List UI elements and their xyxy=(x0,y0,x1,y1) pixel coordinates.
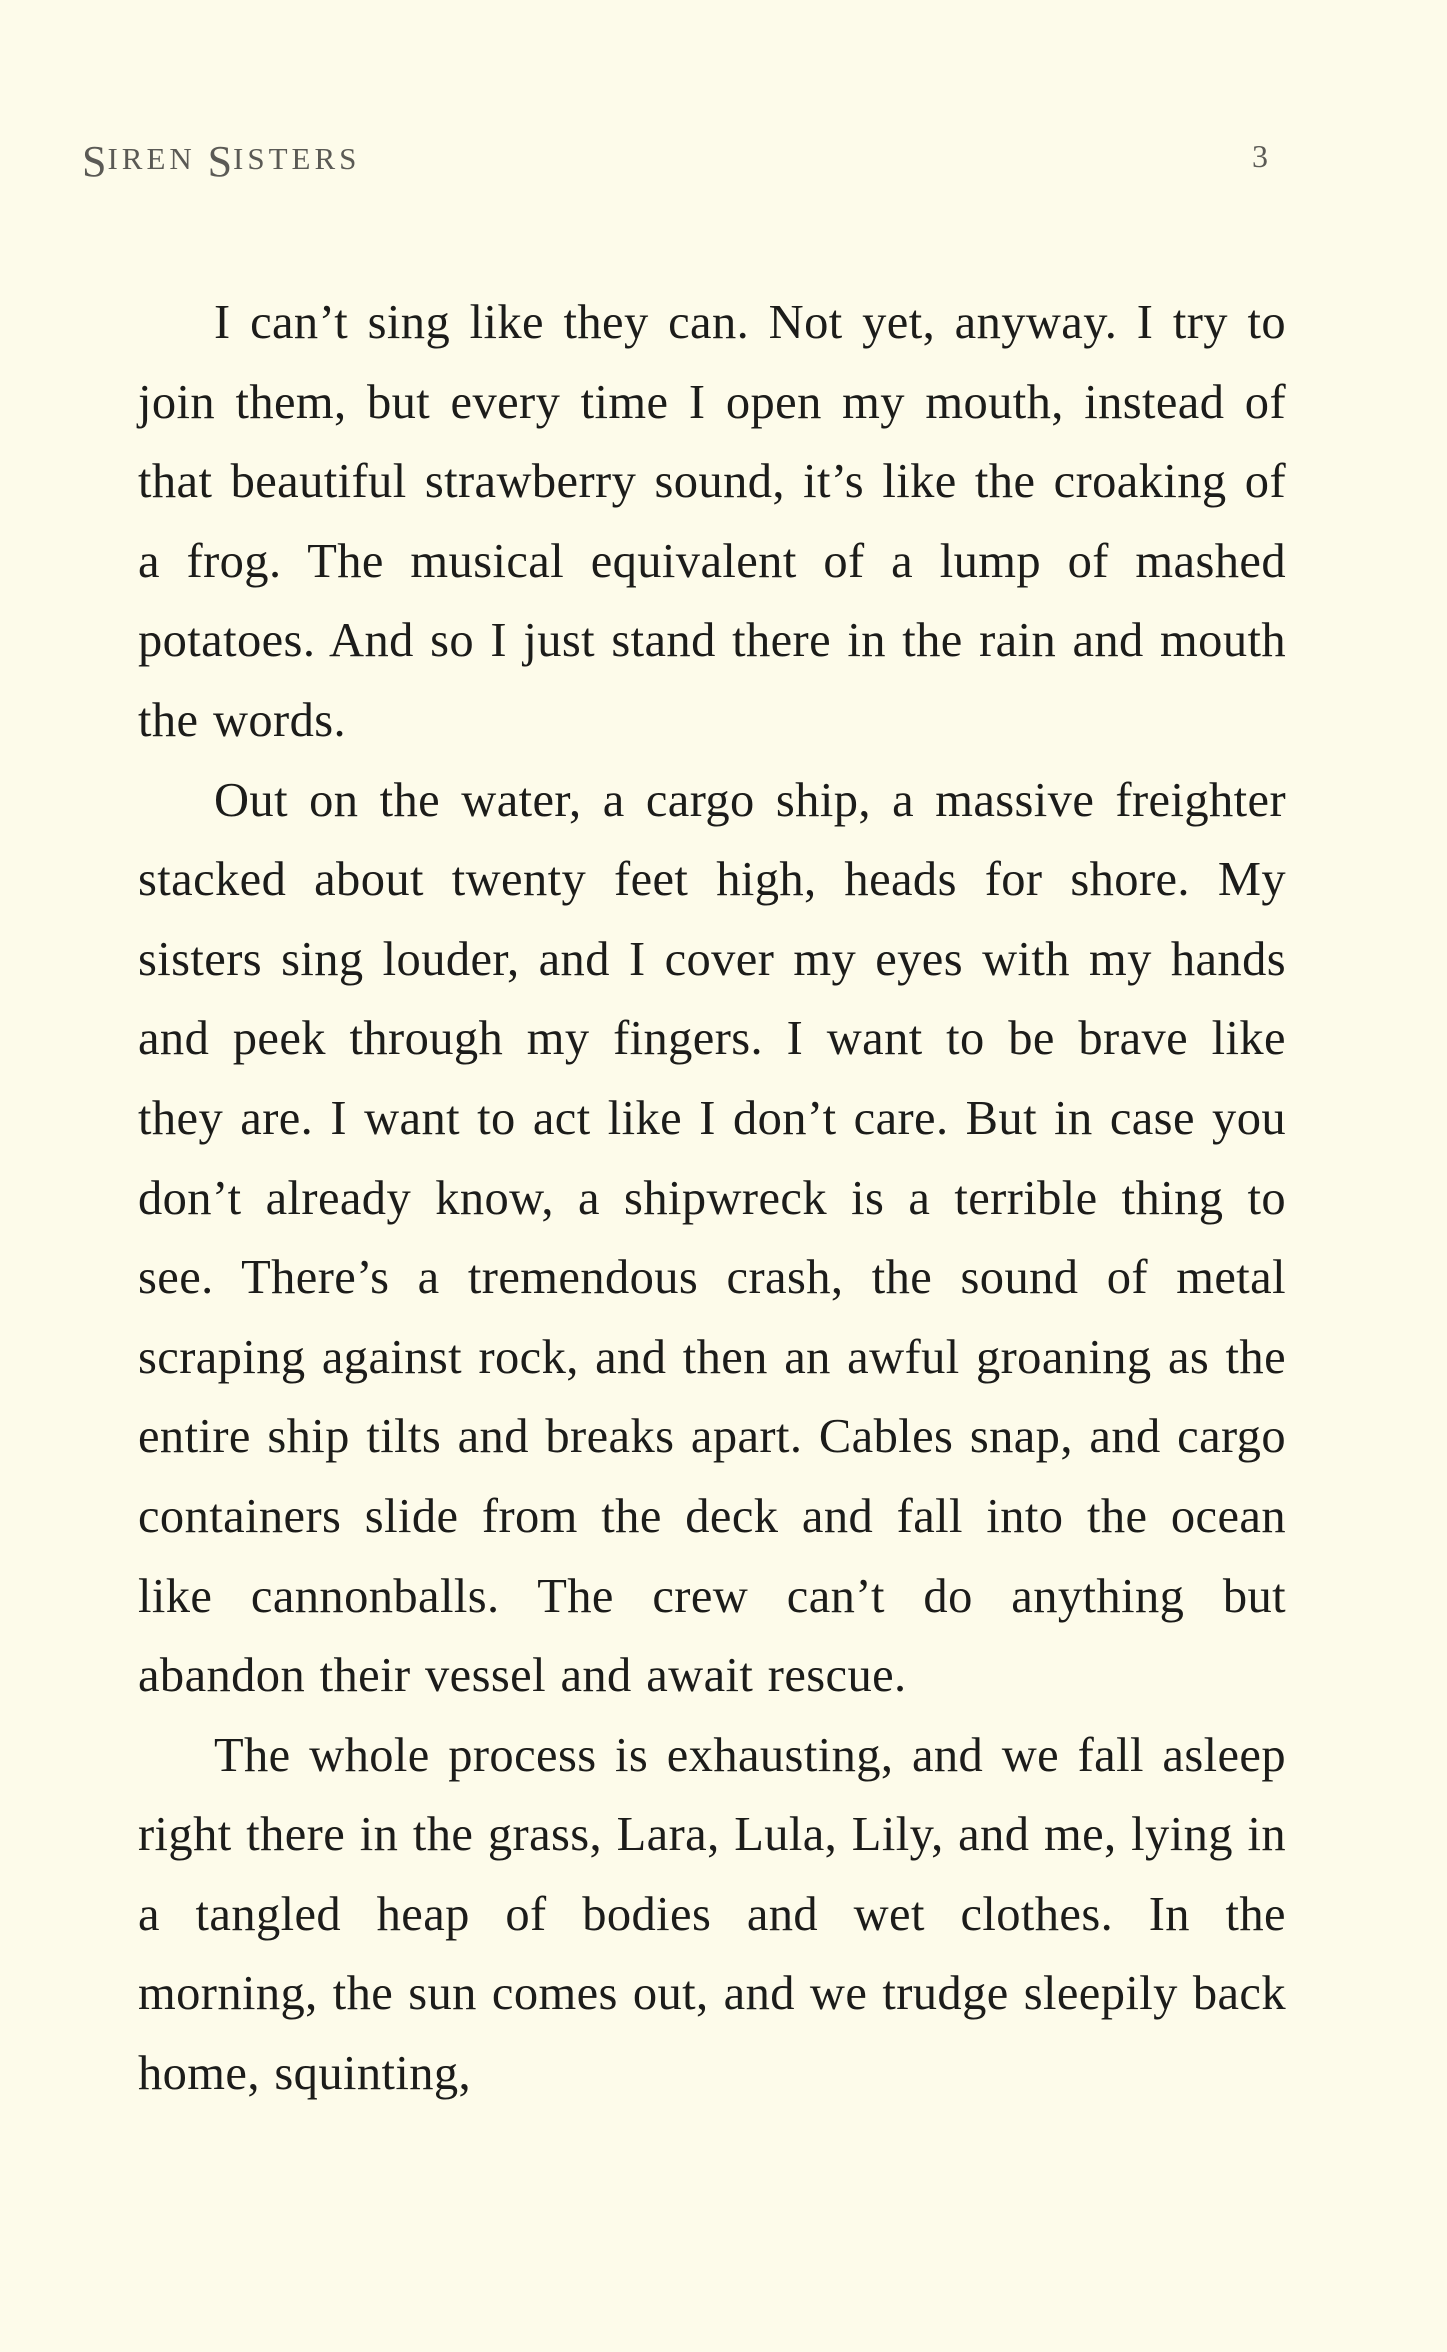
paragraph-2: Out on the water, a cargo ship, a massive freighter stacked about twenty feet high, heads for shore. My sisters sing louder, and I cover my eyes with my hands and peek through my fingers. I want to be brave like they are. I want to act like I don’t care. But in case you don’t already know, a shipwreck is a terrible thing to see. There’s a tremendous crash, the sound of metal scraping against rock, and then an awful groaning as the entire ship tilts and breaks apart. Cables snap, and cargo containers slide from the deck and fall into the ocean like cannonballs. The crew can’t do anything but abandon their vessel and await rescue. xyxy=(138,773,1286,1703)
page-number: 3 xyxy=(1252,138,1268,174)
running-head-word-1: IREN xyxy=(107,141,208,176)
paragraph-3: The whole process is exhausting, and we fall asleep right there in the grass, Lara, Lula, Lily, and me, lying in a tangled heap of bodies and wet clothes. In the morning, the sun comes out, and we trudge sleepily back home, squinting, xyxy=(138,1728,1286,2101)
body-text xyxy=(138,283,1286,2114)
running-head-initial-2: S xyxy=(207,137,234,186)
running-head-initial-1: S xyxy=(82,137,108,186)
running-head xyxy=(82,136,360,187)
paragraph-1: I can’t sing like they can. Not yet, anyway. I try to join them, but every time I open my mouth, instead of that beautiful strawberry sound, it’s like the croaking of a frog. The musical equivalent of a lump of mashed potatoes. And so I just stand there in the rain and mouth the words. xyxy=(138,296,1286,747)
running-head-word-2: ISTERS xyxy=(233,141,361,176)
